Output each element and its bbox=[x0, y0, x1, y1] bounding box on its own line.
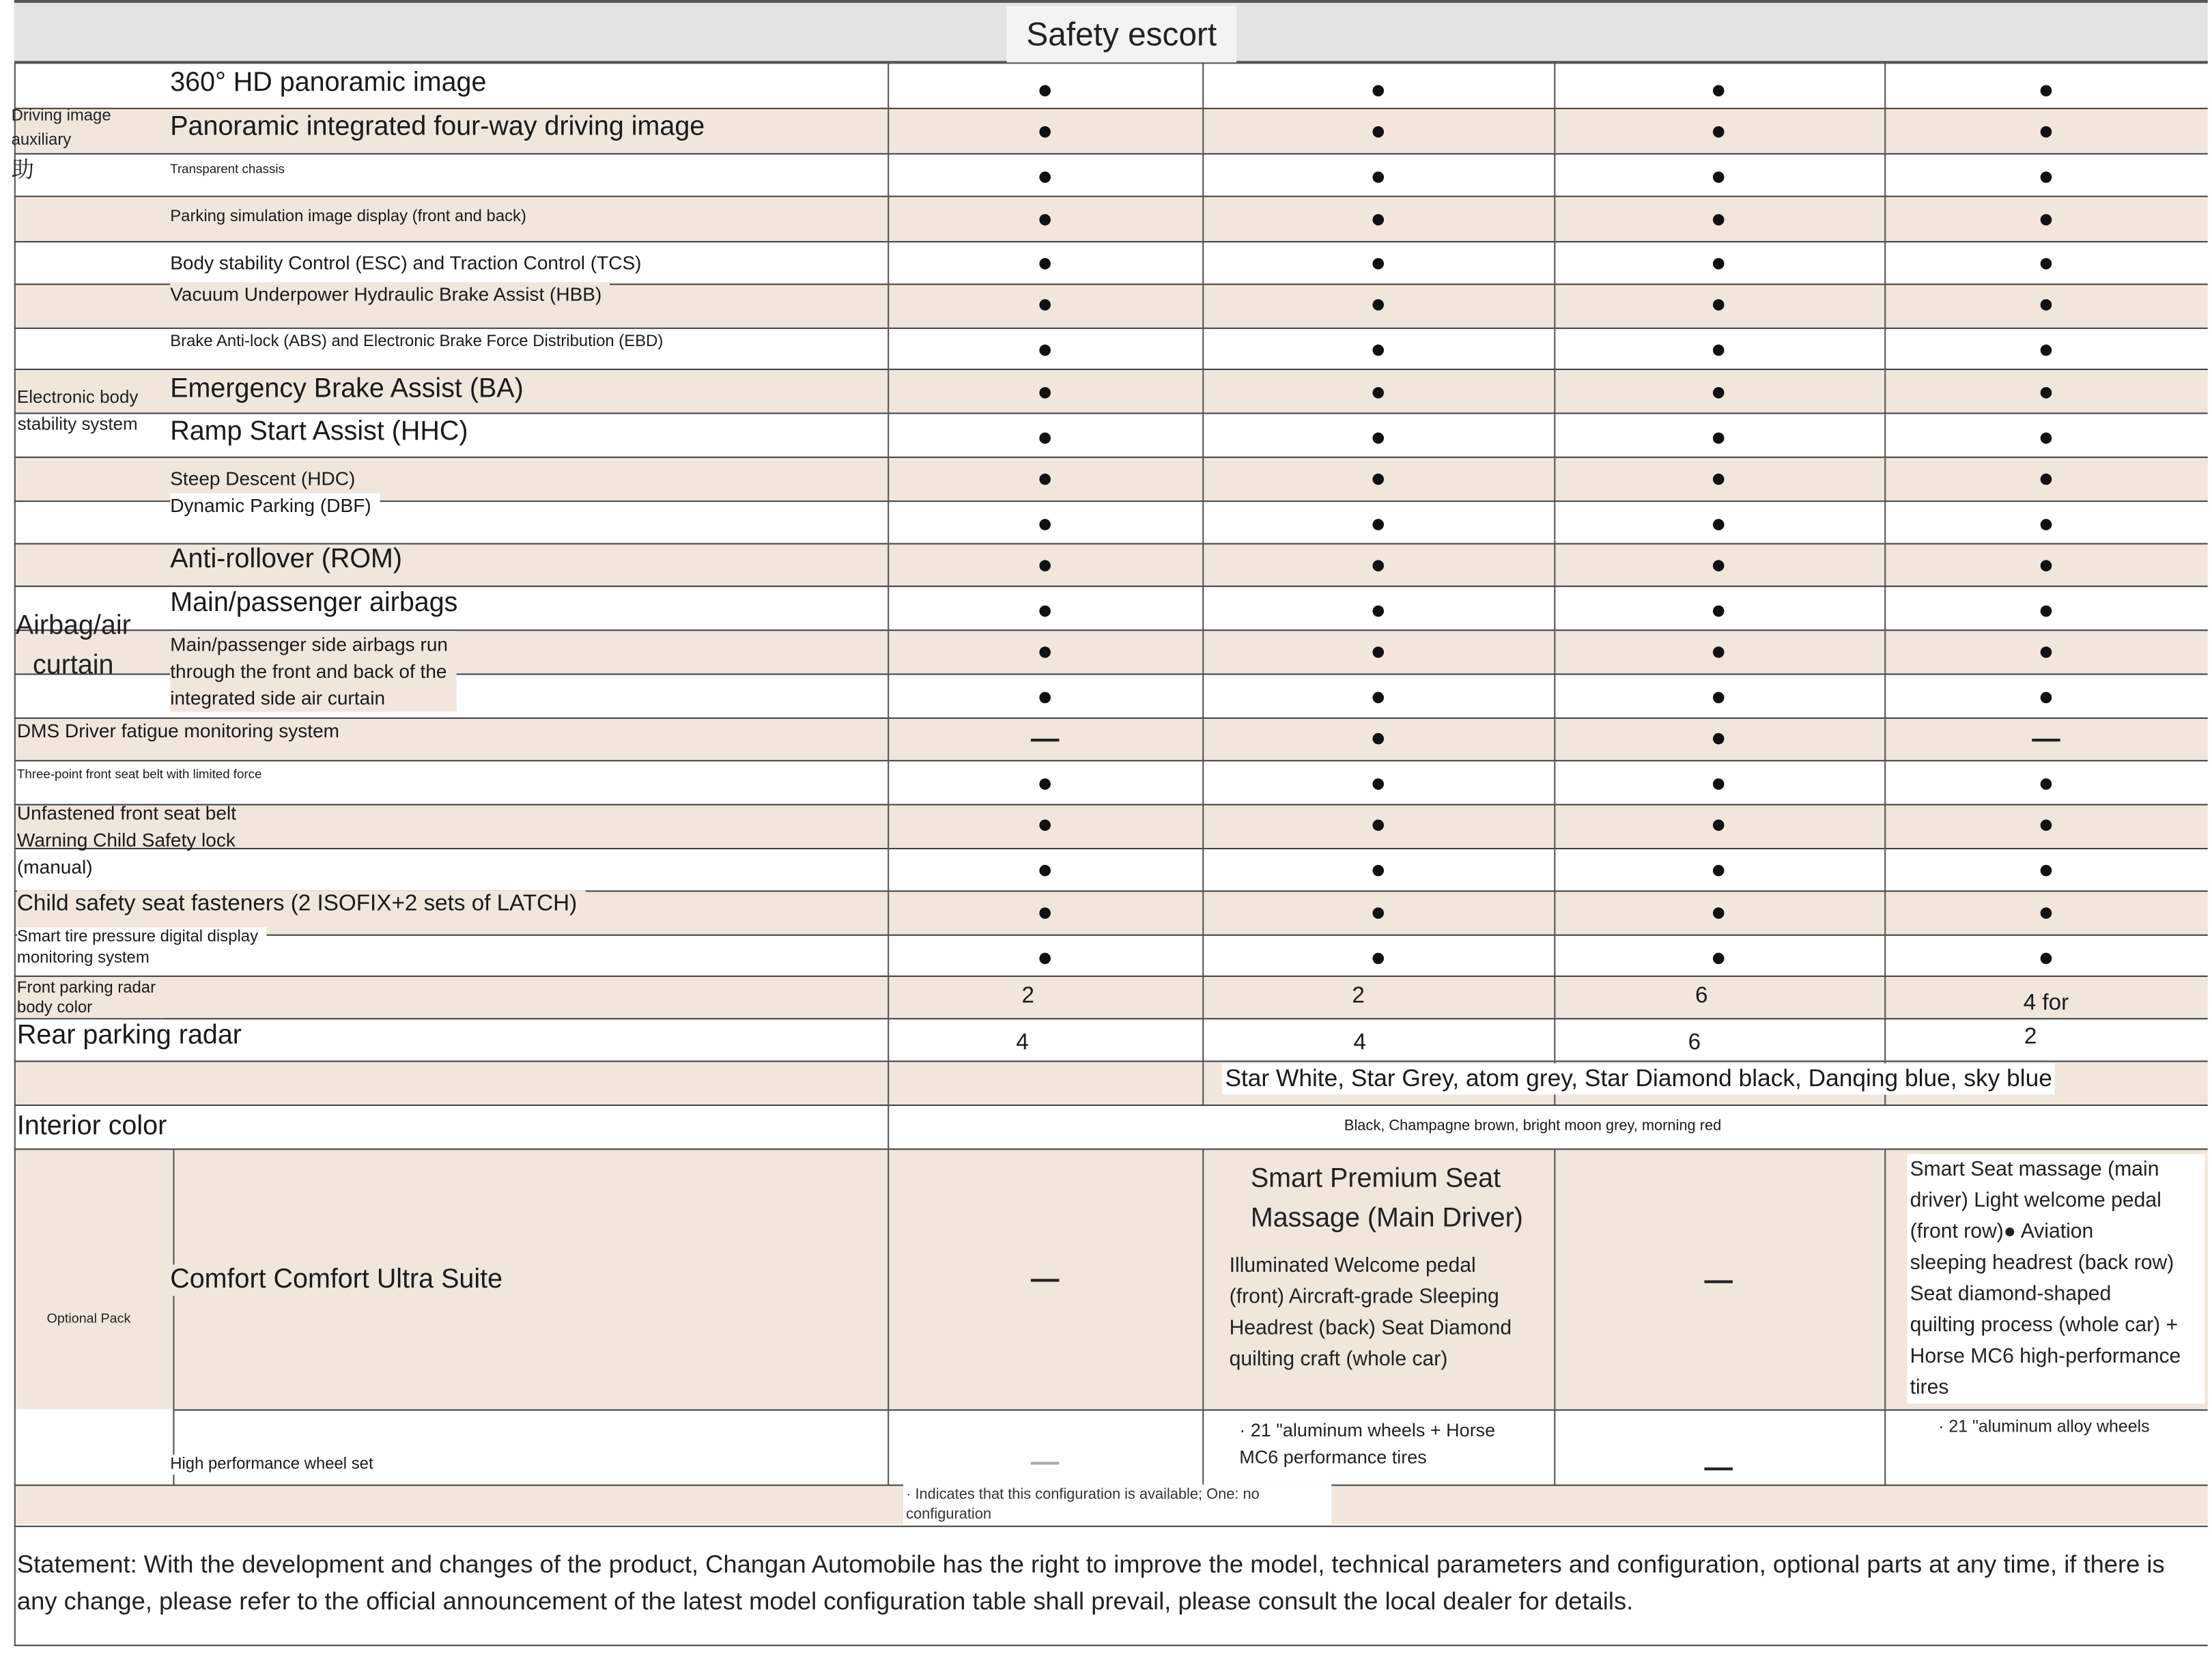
legend-line: · Indicates that this configuration is available; One: no bbox=[906, 1486, 1260, 1503]
feature-steep-descent: Steep Descent (HDC) bbox=[170, 466, 364, 490]
available-dot bbox=[2041, 258, 2052, 270]
not-available-mark bbox=[1031, 1279, 1060, 1281]
row-band bbox=[14, 977, 2208, 1018]
available-dot bbox=[1713, 953, 1725, 965]
feature-line: Warning Child Safety lock bbox=[16, 829, 236, 851]
body-colors: Star White, Star Grey, atom grey, Star Diamond black, Danqing blue, sky blue bbox=[1222, 1064, 2055, 1095]
available-dot bbox=[1372, 819, 1384, 831]
available-dot bbox=[1372, 171, 1384, 183]
available-dot bbox=[2041, 345, 2052, 356]
divider bbox=[14, 1148, 2208, 1150]
package-line: Seat diamond-shaped bbox=[1910, 1283, 2112, 1306]
divider bbox=[14, 976, 2208, 977]
feature-hbb: Vacuum Underpower Hydraulic Brake Assist (HBB) bbox=[170, 282, 610, 306]
feature-line: integrated side air curtain bbox=[170, 687, 386, 709]
available-dot bbox=[1713, 606, 1725, 617]
package-line: driver) Light welcome pedal bbox=[1910, 1189, 2161, 1212]
available-dot bbox=[1039, 171, 1051, 183]
available-dot bbox=[1372, 692, 1384, 704]
category-airbag bbox=[16, 607, 131, 686]
front-radar-col4: 4 for bbox=[2023, 991, 2069, 1016]
package-line: Massage (Main Driver) bbox=[1250, 1204, 1523, 1234]
divider bbox=[14, 241, 2208, 242]
feature-transparent-chassis: Transparent chassis bbox=[170, 162, 293, 177]
available-dot bbox=[1713, 692, 1725, 704]
available-dot bbox=[1372, 345, 1384, 356]
package-line: MC6 performance tires bbox=[1239, 1446, 1427, 1468]
divider bbox=[14, 935, 2208, 936]
available-dot bbox=[1372, 953, 1384, 965]
feature-airbags: Main/passenger airbags bbox=[170, 588, 466, 620]
available-dot bbox=[1039, 387, 1051, 399]
available-dot bbox=[1713, 778, 1725, 790]
available-dot bbox=[1713, 85, 1725, 97]
available-dot bbox=[1713, 865, 1725, 877]
feature-line: Front parking radar bbox=[16, 980, 156, 997]
section-title: Safety escort bbox=[1007, 5, 1236, 62]
available-dot bbox=[2041, 606, 2052, 617]
divider bbox=[14, 1105, 2208, 1106]
available-dot bbox=[1372, 474, 1384, 485]
divider bbox=[14, 1645, 2208, 1646]
front-radar-col2: 2 bbox=[1352, 984, 1365, 1008]
available-dot bbox=[1713, 819, 1725, 831]
available-dot bbox=[1039, 953, 1051, 965]
column-divider bbox=[888, 1105, 889, 1150]
legend-note bbox=[903, 1485, 1331, 1524]
feature-line: monitoring system bbox=[16, 950, 150, 967]
available-dot bbox=[1039, 126, 1051, 138]
category-line: 助 bbox=[11, 158, 34, 183]
legend-line: configuration bbox=[906, 1505, 992, 1523]
available-dot bbox=[1713, 345, 1725, 356]
available-dot bbox=[1713, 387, 1725, 399]
available-dot bbox=[2041, 646, 2052, 658]
available-dot bbox=[1372, 606, 1384, 617]
column-divider bbox=[1884, 1150, 1886, 1484]
available-dot bbox=[2041, 953, 2052, 965]
available-dot bbox=[2041, 126, 2052, 138]
row-band bbox=[14, 804, 2208, 848]
divider bbox=[14, 1526, 2208, 1527]
available-dot bbox=[1039, 299, 1051, 311]
divider bbox=[14, 457, 2208, 458]
wheel-col4-details: · 21 "aluminum alloy wheels bbox=[1938, 1416, 2150, 1436]
divider bbox=[14, 108, 2208, 109]
available-dot bbox=[1713, 519, 1725, 530]
column-divider bbox=[1202, 1150, 1204, 1484]
col4-package-details bbox=[1907, 1154, 2204, 1404]
not-available-mark bbox=[1031, 739, 1060, 741]
package-line: quilting craft (whole car) bbox=[1229, 1348, 1448, 1371]
category-line: Driving image bbox=[11, 107, 111, 125]
package-line: Illuminated Welcome pedal bbox=[1229, 1255, 1476, 1278]
not-available-mark bbox=[1031, 1462, 1060, 1464]
available-dot bbox=[2041, 692, 2052, 704]
column-divider bbox=[1554, 1150, 1555, 1484]
available-dot bbox=[2041, 560, 2052, 571]
rear-radar-col3: 6 bbox=[1688, 1030, 1701, 1055]
available-dot bbox=[1713, 258, 1725, 270]
feature-front-radar bbox=[17, 978, 165, 1018]
divider bbox=[14, 760, 2208, 761]
package-line: (front row)● Aviation bbox=[1910, 1221, 2094, 1244]
available-dot bbox=[2041, 85, 2052, 97]
feature-line: Smart tire pressure digital display bbox=[16, 928, 259, 946]
available-dot bbox=[1713, 214, 1725, 226]
available-dot bbox=[1713, 299, 1725, 311]
smart-seat-title bbox=[1251, 1160, 1523, 1239]
statement: Statement: With the development and changes of the product, Changan Automobile has the right to improve the model, technical parameters and configuration, optional parts at any time, if there is any change, please refer to the official announcement of the latest model configuration table shall prevail, please consult the local dealer for details. bbox=[16, 1550, 2165, 1615]
feature-isofix: Child safety seat fasteners (2 ISOFIX+2 sets of LATCH) bbox=[17, 890, 586, 917]
available-dot bbox=[1039, 778, 1051, 790]
feature-360-panoramic: 360° HD panoramic image bbox=[170, 68, 495, 100]
divider bbox=[14, 1018, 2208, 1019]
section-header bbox=[14, 0, 2208, 63]
available-dot bbox=[1713, 171, 1725, 183]
feature-brake-assist: Emergency Brake Assist (BA) bbox=[170, 374, 532, 406]
divider bbox=[14, 412, 2208, 414]
divider bbox=[14, 848, 2208, 849]
category-line: Airbag/air bbox=[15, 611, 131, 641]
available-dot bbox=[2041, 171, 2052, 183]
available-dot bbox=[1372, 432, 1384, 444]
feature-parking-simulation: Parking simulation image display (front and back) bbox=[170, 207, 535, 227]
feature-comfort-suite: Comfort Comfort Ultra Suite bbox=[170, 1265, 511, 1296]
available-dot bbox=[2041, 907, 2052, 919]
category-line: curtain bbox=[33, 651, 114, 681]
package-line: (front) Aircraft-grade Sleeping bbox=[1229, 1285, 1499, 1309]
available-dot bbox=[1039, 85, 1051, 97]
category-ebs bbox=[17, 384, 139, 438]
available-dot bbox=[2041, 865, 2052, 877]
package-line: sleeping headrest (back row) bbox=[1910, 1251, 2174, 1275]
feature-abs-ebd: Brake Anti-lock (ABS) and Electronic Brake Force Distribution (EBD) bbox=[170, 332, 672, 352]
feature-wheel-set: High performance wheel set bbox=[170, 1455, 382, 1475]
available-dot bbox=[1039, 214, 1051, 226]
available-dot bbox=[2041, 299, 2052, 311]
feature-line: body color bbox=[16, 999, 93, 1017]
feature-side-airbags bbox=[170, 631, 456, 711]
available-dot bbox=[2041, 819, 2052, 831]
package-line: Horse MC6 high-performance bbox=[1910, 1345, 2181, 1369]
front-radar-col3: 6 bbox=[1695, 984, 1708, 1008]
column-divider bbox=[1554, 63, 1555, 1104]
divider bbox=[14, 328, 2208, 329]
divider bbox=[14, 804, 2208, 806]
available-dot bbox=[1372, 299, 1384, 311]
available-dot bbox=[1372, 258, 1384, 270]
available-dot bbox=[1039, 474, 1051, 485]
available-dot bbox=[1372, 560, 1384, 571]
divider bbox=[14, 1061, 2208, 1062]
available-dot bbox=[1713, 733, 1725, 745]
feature-line: (manual) bbox=[16, 856, 93, 878]
available-dot bbox=[1372, 778, 1384, 790]
feature-anti-rollover: Anti-rollover (ROM) bbox=[170, 545, 410, 576]
interior-colors: Black, Champagne brown, bright moon grey, morning red bbox=[1333, 1114, 1733, 1137]
package-line: Smart Premium Seat bbox=[1250, 1164, 1501, 1194]
available-dot bbox=[1372, 126, 1384, 138]
rear-radar-col1: 4 bbox=[1016, 1030, 1029, 1055]
category-line: Electronic body bbox=[16, 386, 139, 408]
available-dot bbox=[1713, 560, 1725, 571]
category-driving-image bbox=[12, 105, 111, 183]
divider bbox=[14, 369, 2208, 370]
available-dot bbox=[1039, 258, 1051, 270]
available-dot bbox=[1039, 907, 1051, 919]
divider bbox=[14, 196, 2208, 197]
available-dot bbox=[1372, 85, 1384, 97]
feature-esc-tcs: Body stability Control (ESC) and Traction Control (TCS) bbox=[170, 251, 650, 275]
feature-dms: DMS Driver fatigue monitoring system bbox=[17, 719, 348, 743]
feature-line: Main/passenger side airbags run bbox=[170, 634, 449, 655]
feature-line: through the front and back of the bbox=[170, 660, 447, 682]
not-available-mark bbox=[1704, 1468, 1733, 1470]
available-dot bbox=[2041, 519, 2052, 530]
feature-dynamic-parking: Dynamic Parking (DBF) bbox=[170, 494, 380, 517]
available-dot bbox=[1039, 560, 1051, 571]
column-divider bbox=[888, 63, 889, 1104]
column-divider bbox=[1884, 63, 1886, 1104]
package-line: Headrest (back) Seat Diamond bbox=[1229, 1317, 1512, 1340]
package-line: quilting process (whole car) + bbox=[1910, 1314, 2179, 1337]
available-dot bbox=[2041, 214, 2052, 226]
available-dot bbox=[2041, 387, 2052, 399]
available-dot bbox=[1713, 126, 1725, 138]
wheel-col2-details bbox=[1239, 1417, 1495, 1470]
available-dot bbox=[2041, 474, 2052, 485]
front-radar-col1: 2 bbox=[1021, 984, 1035, 1008]
available-dot bbox=[1039, 432, 1051, 444]
available-dot bbox=[1039, 519, 1051, 530]
feature-seat-belt: Three-point front seat belt with limited force bbox=[17, 767, 270, 783]
available-dot bbox=[1039, 606, 1051, 617]
available-dot bbox=[1039, 819, 1051, 831]
column-divider bbox=[888, 1150, 889, 1484]
available-dot bbox=[1039, 646, 1051, 658]
column-divider bbox=[173, 1150, 174, 1484]
available-dot bbox=[1372, 865, 1384, 877]
available-dot bbox=[1039, 345, 1051, 356]
available-dot bbox=[1372, 733, 1384, 745]
divider bbox=[14, 153, 2208, 154]
feature-four-way-image: Panoramic integrated four-way driving image bbox=[170, 112, 713, 143]
available-dot bbox=[1713, 432, 1725, 444]
feature-unfastened-belt bbox=[17, 799, 245, 880]
rear-radar-col2: 4 bbox=[1353, 1030, 1366, 1055]
available-dot bbox=[1039, 692, 1051, 704]
category-line: auxiliary bbox=[11, 132, 72, 150]
feature-line: Unfastened front seat belt bbox=[16, 802, 237, 824]
available-dot bbox=[2041, 778, 2052, 790]
divider bbox=[173, 1409, 2207, 1410]
table-border-left bbox=[14, 63, 16, 1646]
feature-interior-color: Interior color bbox=[17, 1111, 175, 1143]
package-line: · 21 "aluminum wheels + Horse bbox=[1239, 1419, 1496, 1441]
available-dot bbox=[2041, 432, 2052, 444]
available-dot bbox=[1372, 907, 1384, 919]
available-dot bbox=[1372, 519, 1384, 530]
divider bbox=[14, 586, 2208, 587]
available-dot bbox=[1713, 474, 1725, 485]
feature-tire-pressure bbox=[17, 927, 267, 969]
available-dot bbox=[1039, 865, 1051, 877]
rear-radar-col4: 2 bbox=[2024, 1025, 2037, 1049]
category-line: stability system bbox=[17, 414, 138, 434]
not-available-mark bbox=[2032, 739, 2060, 741]
column-divider bbox=[1202, 63, 1204, 1104]
package-line: Smart Seat massage (main bbox=[1910, 1158, 2159, 1182]
package-line: tires bbox=[1910, 1376, 1949, 1399]
feature-ramp-start: Ramp Start Assist (HHC) bbox=[170, 417, 477, 449]
available-dot bbox=[1372, 214, 1384, 226]
feature-rear-radar: Rear parking radar bbox=[17, 1021, 250, 1052]
smart-seat-details bbox=[1230, 1251, 1512, 1376]
available-dot bbox=[1713, 646, 1725, 658]
available-dot bbox=[1372, 387, 1384, 399]
available-dot bbox=[1713, 907, 1725, 919]
not-available-mark bbox=[1704, 1280, 1733, 1283]
category-optional-pack: Optional Pack bbox=[46, 1311, 131, 1327]
available-dot bbox=[1372, 646, 1384, 658]
